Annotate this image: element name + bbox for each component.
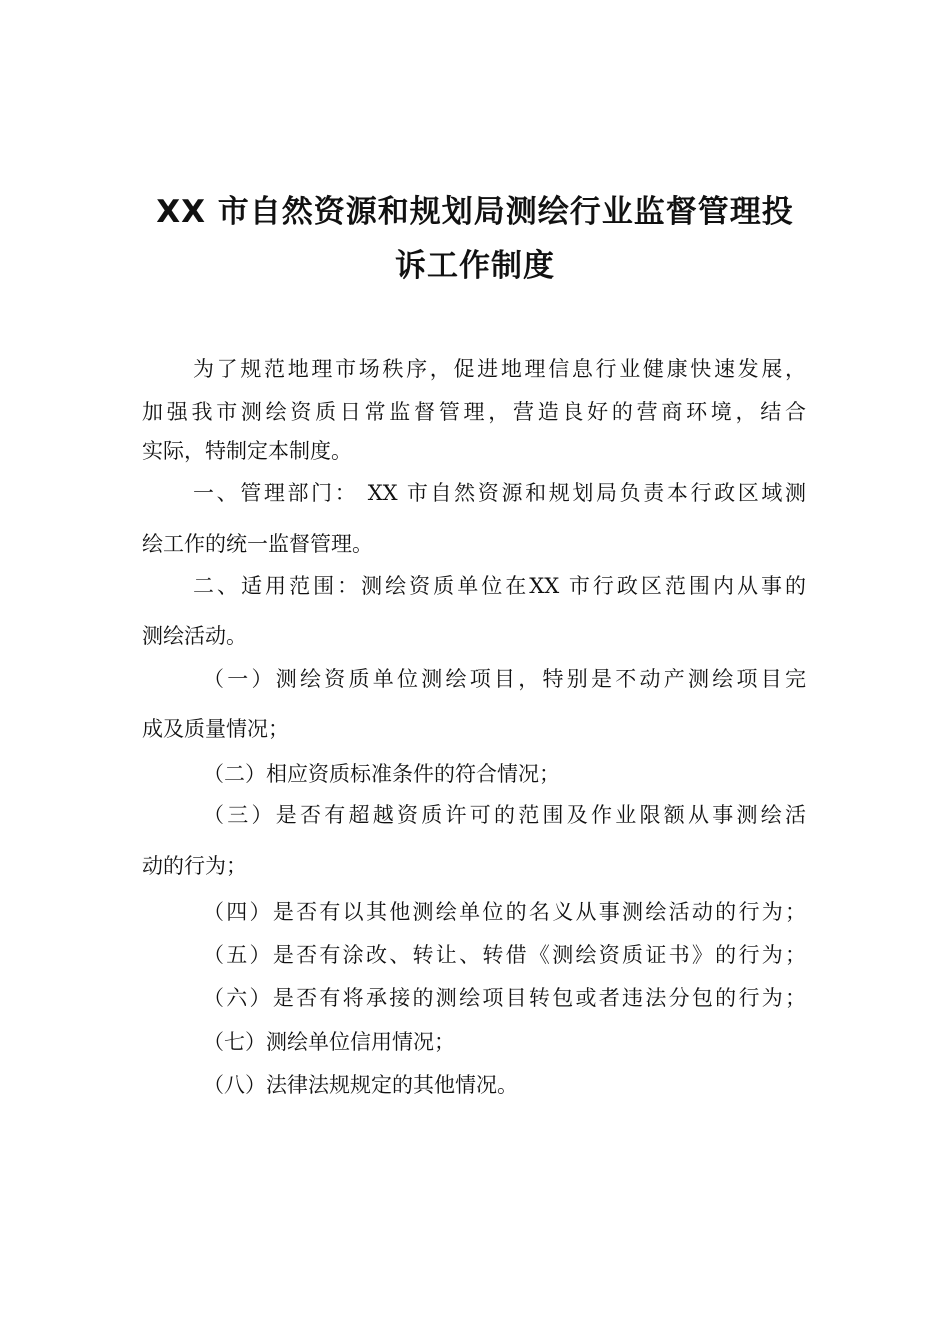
paragraph-line: 实际，特制定本制度。: [142, 439, 352, 463]
list-item-line: （八）法律法规规定的其他情况。: [203, 1073, 518, 1097]
list-item-line: （一）测绘资质单位测绘项目，特别是不动产测绘项目完: [203, 667, 806, 691]
list-item-line: 动的行为；: [142, 854, 247, 878]
list-item-line: 成及质量情况；: [142, 717, 289, 741]
paragraph-line: 加强我市测绘资质日常监督管理，营造良好的营商环境，结合: [142, 400, 806, 424]
paragraph-line: 为了规范地理市场秩序，促进地理信息行业健康快速发展，: [193, 357, 806, 381]
list-item-line: （四）是否有以其他测绘单位的名义从事测绘活动的行为；: [203, 900, 806, 924]
paragraph-line: 测绘活动。: [142, 624, 247, 648]
paragraph-line: 二、适用范围：测绘资质单位在XX 市行政区范围内从事的: [193, 574, 806, 598]
list-item-line: （五）是否有涂改、转让、转借《测绘资质证书》的行为；: [203, 943, 806, 967]
document-title-line-1: XX 市自然资源和规划局测绘行业监督管理投: [156, 194, 794, 230]
list-item-line: （二）相应资质标准条件的符合情况；: [203, 762, 560, 786]
list-item-line: （三）是否有超越资质许可的范围及作业限额从事测绘活: [203, 803, 806, 827]
list-item-line: （六）是否有将承接的测绘项目转包或者违法分包的行为；: [203, 986, 806, 1010]
document-title-line-2: 诉工作制度: [395, 248, 555, 284]
paragraph-line: 绘工作的统一监督管理。: [142, 532, 373, 556]
list-item-line: （七）测绘单位信用情况；: [203, 1030, 455, 1054]
paragraph-line: 一、管理部门： XX 市自然资源和规划局负责本行政区域测: [193, 481, 806, 505]
